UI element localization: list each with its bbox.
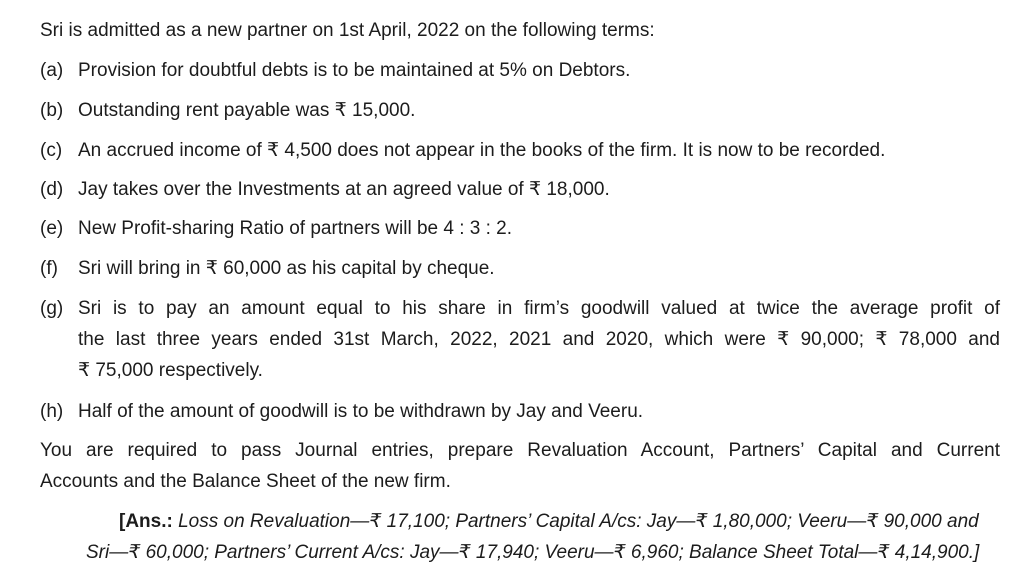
answer-text-1: Loss on Revaluation—₹ 17,100; Partners’ Capital A/cs: Jay—₹ 1,80,000; Veeru—₹ 90,000 and bbox=[178, 511, 979, 532]
term-label-g: (g) bbox=[40, 298, 64, 319]
answer-label: [Ans.: bbox=[119, 511, 173, 532]
term-label-a: (a) bbox=[40, 60, 64, 81]
term-label-c: (c) bbox=[40, 140, 63, 161]
term-text-f: Sri will bring in ₹ 60,000 as his capital by cheque. bbox=[78, 258, 495, 279]
term-label-d: (d) bbox=[40, 179, 64, 200]
term-text-e: New Profit-sharing Ratio of partners will be 4 : 3 : 2. bbox=[78, 218, 513, 239]
term-text-g-line-3: ₹ 75,000 respectively. bbox=[78, 360, 263, 381]
answer-line-1 bbox=[119, 510, 979, 534]
term-text-d: Jay takes over the Investments at an agreed value of ₹ 18,000. bbox=[78, 179, 610, 200]
term-label-e: (e) bbox=[40, 218, 64, 239]
answer-line-2: Sri—₹ 60,000; Partners’ Current A/cs: Jay—₹ 17,940; Veeru—₹ 6,960; Balance Sheet Total—₹ 4,14,900.] bbox=[86, 542, 980, 563]
term-text-g-line-2: the last three years ended 31st March, 2022, 2021 and 2020, which were ₹ 90,000; ₹ 78,000 and bbox=[78, 329, 1000, 350]
term-label-h: (h) bbox=[40, 401, 64, 422]
term-label-b: (b) bbox=[40, 100, 64, 121]
term-text-b: Outstanding rent payable was ₹ 15,000. bbox=[78, 100, 416, 121]
term-text-h: Half of the amount of goodwill is to be withdrawn by Jay and Veeru. bbox=[78, 401, 644, 422]
term-text-a: Provision for doubtful debts is to be maintained at 5% on Debtors. bbox=[78, 60, 631, 81]
term-text-c: An accrued income of ₹ 4,500 does not appear in the books of the firm. It is now to be recorded. bbox=[78, 140, 886, 161]
term-text-g-line-1: Sri is to pay an amount equal to his share in firm’s goodwill valued at twice the average profit of bbox=[78, 298, 1000, 319]
required-text-line-2: Accounts and the Balance Sheet of the new firm. bbox=[40, 471, 451, 492]
question-intro: Sri is admitted as a new partner on 1st April, 2022 on the following terms: bbox=[40, 20, 655, 41]
term-label-f: (f) bbox=[40, 258, 58, 279]
required-text-line-1: You are required to pass Journal entries, prepare Revaluation Account, Partners’ Capital and Current bbox=[40, 440, 1000, 461]
